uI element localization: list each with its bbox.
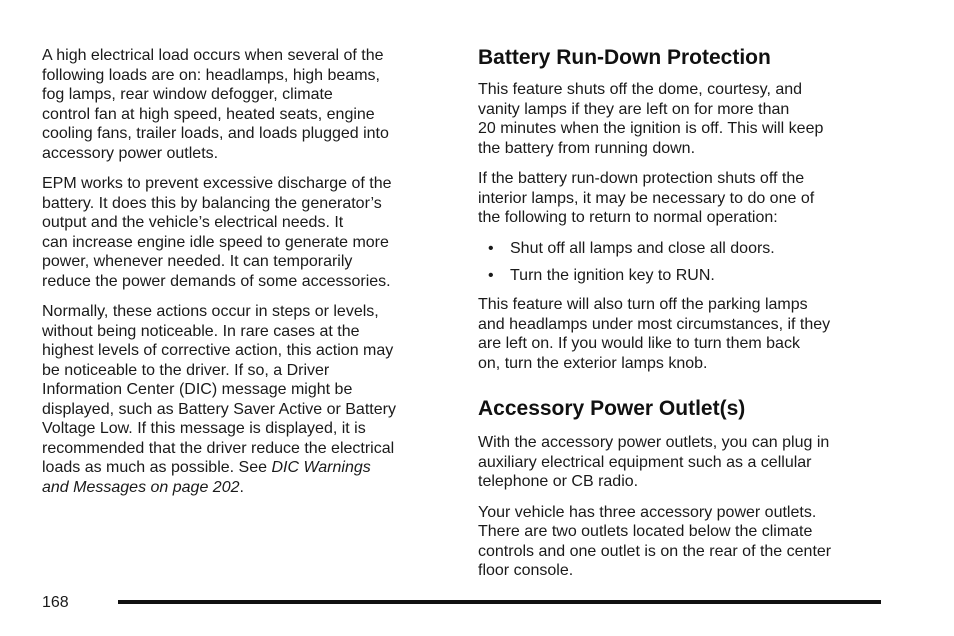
list-item-text: Turn the ignition key to RUN. [510, 266, 715, 284]
bullet-list [478, 239, 882, 286]
paragraph-corrective-actions [42, 302, 444, 497]
cross-reference-dic-warnings: DIC Warnings and Messages on page 202 [42, 459, 371, 496]
paragraph-corrective-actions-text: Normally, these actions occur in steps or levels, without being noticeable. In rare cases at the highest levels of corrective action, this action may be noticeable to the driver. If so, a Driver Information Center (DIC) message might be displayed, such as Battery Saver Active or Battery Voltage Low. If this message is displayed, it is recommended that the driver reduce the electrical loads as much as possible. See [42, 303, 396, 476]
left-column [42, 46, 444, 508]
paragraph-end-period: . [239, 478, 244, 496]
right-column [478, 46, 882, 592]
paragraph-parking-lamps: This feature will also turn off the parking lamps and headlamps under most circumstances, if they are left on. If you would like to turn them back on, turn the exterior lamps knob. [478, 296, 831, 372]
list-item [478, 239, 882, 259]
list-item [478, 266, 882, 286]
section-heading-accessory-power: Accessory Power Outlet(s) [478, 397, 746, 420]
paragraph-high-electrical-load: A high electrical load occurs when several of the following loads are on: headlamps, high beams, fog lamps, rear window defogger, climate control fan at high speed, heated seats, engine cooling fans, trailer loads, and loads plugged into accessory power outlets. [42, 47, 389, 162]
paragraph-outlets-usage: With the accessory power outlets, you can plug in auxiliary electrical equipment such as a cellular telephone or CB radio. [478, 434, 830, 490]
paragraph-battery-feature: This feature shuts off the dome, courtesy, and vanity lamps if they are left on for more than 20 minutes when the ignition is off. This will keep the battery from running down. [478, 81, 824, 157]
footer-rule [118, 600, 881, 604]
bullet-icon: • [488, 239, 494, 257]
page-number: 168 [42, 594, 69, 611]
list-item-text: Shut off all lamps and close all doors. [510, 239, 775, 257]
paragraph-run-down-instructions: If the battery run-down protection shuts off the interior lamps, it may be necessary to do one of the following to return to normal operation: [478, 170, 815, 226]
paragraph-epm: EPM works to prevent excessive discharge of the battery. It does this by balancing the generator’s output and the vehicle’s electrical needs. It can increase engine idle speed to generate more power, whenever needed. It can temporarily reduce the power demands of some accessories. [42, 175, 392, 290]
bullet-icon: • [488, 266, 494, 284]
paragraph-outlets-location: Your vehicle has three accessory power outlets. There are two outlets located below the climate controls and one outlet is on the rear of the center floor console. [478, 503, 832, 579]
section-heading-battery-run-down: Battery Run-Down Protection [478, 46, 771, 69]
